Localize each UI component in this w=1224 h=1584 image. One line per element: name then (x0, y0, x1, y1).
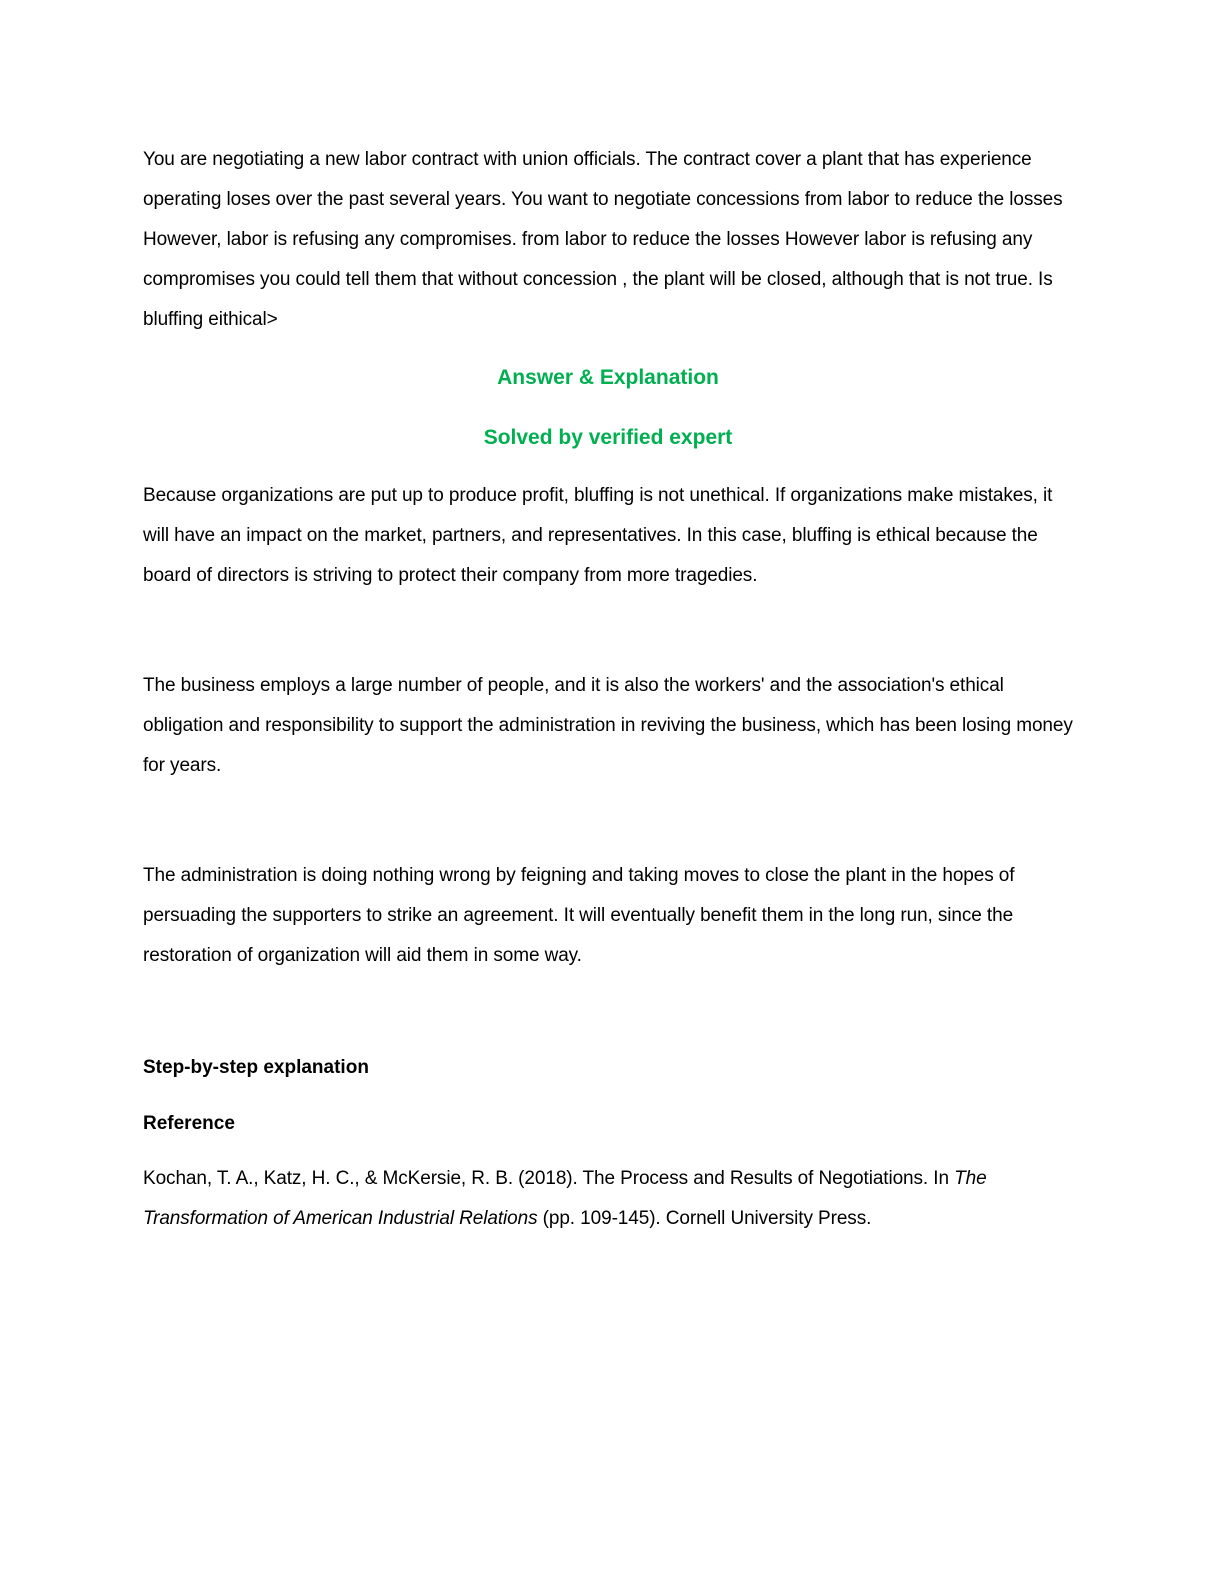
solved-heading: Solved by verified expert (483, 426, 733, 449)
answer-paragraph-1: Because organizations are put up to produce profit, bluffing is not unethical. If organizations make mistakes, it will have an impact on the market, partners, and representatives. In this case, bluffing is ethical because the board of directors is striving to protect their company from more tragedies. (143, 485, 1053, 586)
answer-paragraph-2: The business employs a large number of people, and it is also the workers' and the association's ethical obligation and responsibility to support the administration in reviving the business, which has been losing money for years. (143, 675, 1073, 776)
answer-paragraph-3: The administration is doing nothing wrong by feigning and taking moves to close the plant in the hopes of persuading the supporters to strike an agreement. It will eventually benefit them in the long run, since the restoration of organization will aid them in some way. (143, 865, 1015, 966)
reference-heading: Reference (143, 1113, 235, 1134)
reference-book-title: The Transformation of American Industrial Relations (143, 1168, 987, 1229)
question-text: You are negotiating a new labor contract with union officials. The contract cover a plant that has experience operating loses over the past several years. You want to negotiate concessions from labor to reduce the losses However, labor is refusing any compromises. from labor to reduce the losses However labor is refusing any compromises you could tell them that without concession , the plant will be closed, although that is not true. Is bluffing eithical> (143, 149, 1063, 330)
answer-heading: Answer & Explanation (497, 366, 719, 389)
reference-authors: Kochan, T. A., Katz, H. C., & McKersie, R. B. (2018). The Process and Results of Negotiations. In (143, 1168, 955, 1189)
step-by-step-heading: Step-by-step explanation (143, 1057, 369, 1078)
reference-citation (143, 1159, 1073, 1239)
document-content (143, 140, 1073, 1239)
reference-publisher: (pp. 109-145). Cornell University Press. (537, 1208, 872, 1229)
